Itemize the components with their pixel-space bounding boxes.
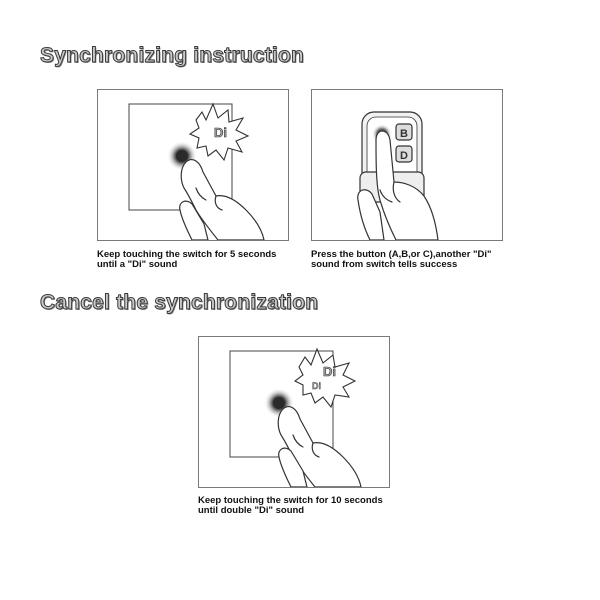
di-sound-label: Di: [214, 125, 227, 140]
di-sound-label: Di: [312, 381, 321, 391]
di-sound-label: Di: [323, 364, 336, 379]
caption-line: Press the button (A,B,or C),another "Di": [311, 249, 492, 260]
caption-line: until double "Di" sound: [198, 505, 305, 516]
sync-step2-caption: [311, 250, 492, 270]
remote-button-d-label: D: [400, 150, 408, 162]
caption-line: sound from switch tells success: [311, 259, 458, 270]
sync-step1-drawing: [98, 90, 288, 240]
cancel-section-title: Cancel the synchronization: [40, 291, 319, 314]
sync-section-title: Synchronizing instruction: [40, 44, 305, 67]
caption-line: until a "Di" sound: [97, 259, 178, 270]
remote-button-b: [396, 124, 412, 140]
cancel-step1-drawing: [199, 337, 389, 487]
sync-step1-illustration: [97, 89, 289, 241]
cancel-step1-illustration: [198, 336, 390, 488]
cancel-step1-caption: [198, 496, 383, 516]
remote-button-b-label: B: [400, 128, 408, 140]
caption-line: Keep touching the switch for 5 seconds: [97, 249, 277, 260]
sync-step2-drawing: [312, 90, 502, 240]
sync-step2-illustration: [311, 89, 503, 241]
sync-step1-caption: [97, 250, 276, 270]
remote-button-d: [396, 146, 412, 162]
caption-line: Keep touching the switch for 10 seconds: [198, 495, 383, 506]
